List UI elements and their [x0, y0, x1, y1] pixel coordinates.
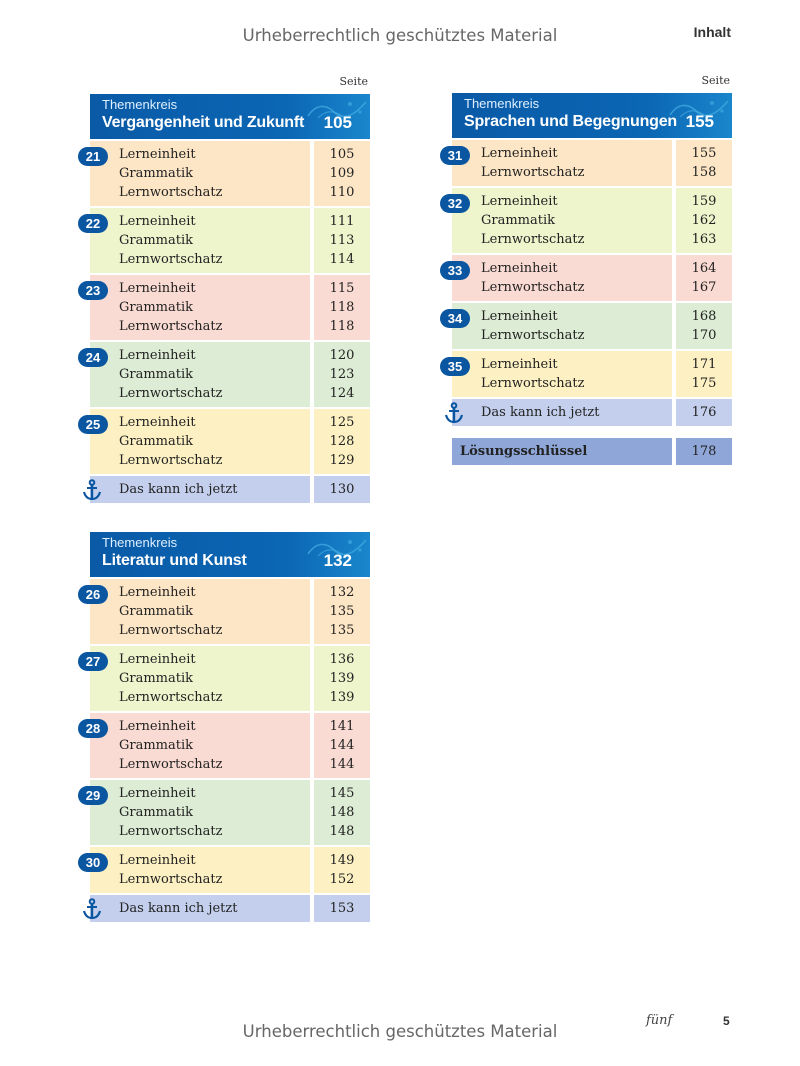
unit-line-page: 167: [691, 280, 717, 295]
unit-line-label: Lernwortschatz: [481, 232, 585, 247]
unit-line-page: 144: [329, 738, 355, 753]
unit-line-page: 139: [329, 690, 355, 705]
unit-line-label: Lernwortschatz: [119, 453, 223, 468]
unit-line-label: Grammatik: [119, 166, 194, 181]
unit-number-badge: 31: [440, 146, 470, 165]
unit-line-page: 148: [329, 805, 355, 820]
unit-line-label: Grammatik: [119, 233, 194, 248]
unit-line-page: 155: [691, 146, 717, 161]
unit-row[interactable]: [85, 275, 370, 340]
unit-line-page: 123: [329, 367, 355, 382]
themenkreis-label: Themenkreis: [464, 96, 540, 111]
themenkreis-page: 132: [323, 551, 352, 570]
unit-line-page: 149: [329, 853, 355, 868]
unit-line-label: Grammatik: [119, 805, 194, 820]
unit-line-label: Lernwortschatz: [119, 623, 223, 638]
unit-row[interactable]: [447, 255, 732, 301]
unit-line-page: 141: [329, 719, 355, 734]
unit-row[interactable]: [85, 579, 370, 644]
unit-row[interactable]: [85, 208, 370, 273]
unit-line-label: Lernwortschatz: [481, 328, 585, 343]
unit-line-label: Lerneinheit: [119, 147, 196, 162]
unit-line-page: 158: [691, 165, 717, 180]
check-page: 176: [691, 405, 717, 420]
unit-line-page: 129: [329, 453, 355, 468]
unit-row[interactable]: [85, 713, 370, 778]
watermark-bottom: Urheberrechtlich geschütztes Material: [242, 1022, 558, 1041]
unit-row[interactable]: [447, 351, 732, 397]
unit-number-badge: 29: [78, 786, 108, 805]
unit-line-page: 128: [329, 434, 355, 449]
check-page: 153: [329, 901, 355, 916]
unit-line-label: Lerneinheit: [481, 146, 558, 161]
unit-line-label: Lerneinheit: [119, 786, 196, 801]
unit-line-label: Lernwortschatz: [119, 824, 223, 839]
unit-line-page: 163: [691, 232, 717, 247]
themenkreis-title: Sprachen und Begegnungen: [464, 113, 677, 130]
themenkreis-header[interactable]: [452, 93, 732, 138]
unit-number-badge: 30: [78, 853, 108, 872]
themenkreis-header[interactable]: [90, 532, 370, 577]
unit-line-page: 175: [691, 376, 717, 391]
unit-row[interactable]: [85, 141, 370, 206]
unit-number-badge: 23: [78, 281, 108, 300]
unit-row[interactable]: [85, 409, 370, 474]
unit-number-badge: 24: [78, 348, 108, 367]
unit-line-page: 135: [329, 623, 355, 638]
unit-row[interactable]: [447, 303, 732, 349]
page-number-word: fünf: [646, 1013, 673, 1028]
check-row[interactable]: [90, 476, 370, 503]
unit-line-label: Lerneinheit: [119, 348, 196, 363]
unit-line-label: Lerneinheit: [481, 309, 558, 324]
unit-line-label: Grammatik: [481, 213, 556, 228]
unit-line-label: Lernwortschatz: [481, 165, 585, 180]
solutions-row[interactable]: [452, 438, 732, 465]
unit-line-page: 111: [329, 214, 355, 229]
watermark-top: Urheberrechtlich geschütztes Material: [242, 26, 558, 45]
unit-line-label: Lerneinheit: [119, 652, 196, 667]
check-label: Das kann ich jetzt: [119, 482, 238, 497]
unit-row[interactable]: [85, 780, 370, 845]
unit-line-page: 125: [329, 415, 355, 430]
unit-line-page: 170: [691, 328, 717, 343]
unit-line-label: Lerneinheit: [119, 281, 196, 296]
unit-line-label: Grammatik: [119, 738, 194, 753]
unit-line-page: 145: [329, 786, 355, 801]
section-label: Inhalt: [693, 24, 731, 40]
unit-number-badge: 35: [440, 357, 470, 376]
unit-line-label: Lernwortschatz: [119, 319, 223, 334]
unit-line-page: 114: [329, 252, 355, 267]
themenkreis-title: Literatur und Kunst: [102, 552, 247, 569]
unit-line-page: 132: [329, 585, 355, 600]
unit-line-page: 135: [329, 604, 355, 619]
themenkreis-label: Themenkreis: [102, 535, 178, 550]
unit-line-page: 162: [691, 213, 717, 228]
unit-number-badge: 21: [78, 147, 108, 166]
anchor-icon: [444, 402, 464, 424]
unit-line-page: 159: [691, 194, 717, 209]
unit-line-label: Lerneinheit: [481, 194, 558, 209]
unit-line-label: Lernwortschatz: [119, 757, 223, 772]
unit-line-label: Lerneinheit: [481, 261, 558, 276]
unit-line-page: 110: [329, 185, 355, 200]
unit-line-label: Grammatik: [119, 434, 194, 449]
unit-line-label: Lernwortschatz: [119, 386, 223, 401]
unit-number-badge: 28: [78, 719, 108, 738]
unit-line-page: 118: [329, 319, 355, 334]
unit-row[interactable]: [85, 342, 370, 407]
unit-row[interactable]: [85, 847, 370, 893]
unit-line-label: Lernwortschatz: [481, 280, 585, 295]
unit-line-label: Grammatik: [119, 604, 194, 619]
unit-line-page: 164: [691, 261, 717, 276]
unit-line-page: 120: [329, 348, 355, 363]
unit-number-badge: 33: [440, 261, 470, 280]
themenkreis-label: Themenkreis: [102, 97, 178, 112]
check-row[interactable]: [90, 895, 370, 922]
unit-line-label: Lernwortschatz: [119, 185, 223, 200]
unit-line-label: Lernwortschatz: [481, 376, 585, 391]
unit-line-label: Lerneinheit: [481, 357, 558, 372]
unit-number-badge: 25: [78, 415, 108, 434]
themenkreis-title: Vergangenheit und Zukunft: [102, 114, 305, 131]
check-page: 130: [329, 482, 355, 497]
seite-label: Seite: [701, 74, 730, 87]
seite-label: Seite: [339, 75, 368, 88]
unit-line-label: Grammatik: [119, 300, 194, 315]
check-label: Das kann ich jetzt: [119, 901, 238, 916]
unit-line-label: Lerneinheit: [119, 585, 196, 600]
unit-line-page: 124: [329, 386, 355, 401]
themenkreis-page: 155: [685, 112, 714, 131]
solutions-page: 178: [691, 444, 717, 459]
unit-number-badge: 34: [440, 309, 470, 328]
unit-line-page: 115: [329, 281, 355, 296]
unit-line-label: Lerneinheit: [119, 719, 196, 734]
unit-row[interactable]: [447, 140, 732, 186]
unit-line-label: Lerneinheit: [119, 214, 196, 229]
unit-line-label: Grammatik: [119, 367, 194, 382]
page-number: 5: [723, 1014, 730, 1028]
unit-line-label: Lerneinheit: [119, 415, 196, 430]
check-label: Das kann ich jetzt: [481, 405, 600, 420]
unit-number-badge: 22: [78, 214, 108, 233]
unit-line-page: 168: [691, 309, 717, 324]
anchor-icon: [82, 479, 102, 501]
unit-line-page: 144: [329, 757, 355, 772]
unit-line-label: Lernwortschatz: [119, 252, 223, 267]
unit-number-badge: 27: [78, 652, 108, 671]
unit-line-page: 171: [691, 357, 717, 372]
themenkreis-header[interactable]: [90, 94, 370, 139]
unit-row[interactable]: [85, 646, 370, 711]
unit-line-page: 105: [329, 147, 355, 162]
unit-line-label: Lerneinheit: [119, 853, 196, 868]
themenkreis-page: 105: [323, 113, 352, 132]
unit-line-page: 139: [329, 671, 355, 686]
unit-line-page: 136: [329, 652, 355, 667]
unit-row[interactable]: [447, 188, 732, 253]
unit-line-page: 113: [329, 233, 355, 248]
check-row[interactable]: [452, 399, 732, 426]
unit-line-label: Lernwortschatz: [119, 872, 223, 887]
solutions-label: Lösungsschlüssel: [460, 444, 588, 459]
themenkreis-block: [447, 74, 732, 465]
unit-line-page: 152: [329, 872, 355, 887]
unit-line-page: 109: [329, 166, 355, 181]
themenkreis-block: [85, 532, 370, 922]
unit-line-page: 148: [329, 824, 355, 839]
unit-line-label: Grammatik: [119, 671, 194, 686]
unit-line-label: Lernwortschatz: [119, 690, 223, 705]
unit-line-page: 118: [329, 300, 355, 315]
themenkreis-block: [85, 75, 370, 503]
unit-number-badge: 26: [78, 585, 108, 604]
anchor-icon: [82, 898, 102, 920]
unit-number-badge: 32: [440, 194, 470, 213]
